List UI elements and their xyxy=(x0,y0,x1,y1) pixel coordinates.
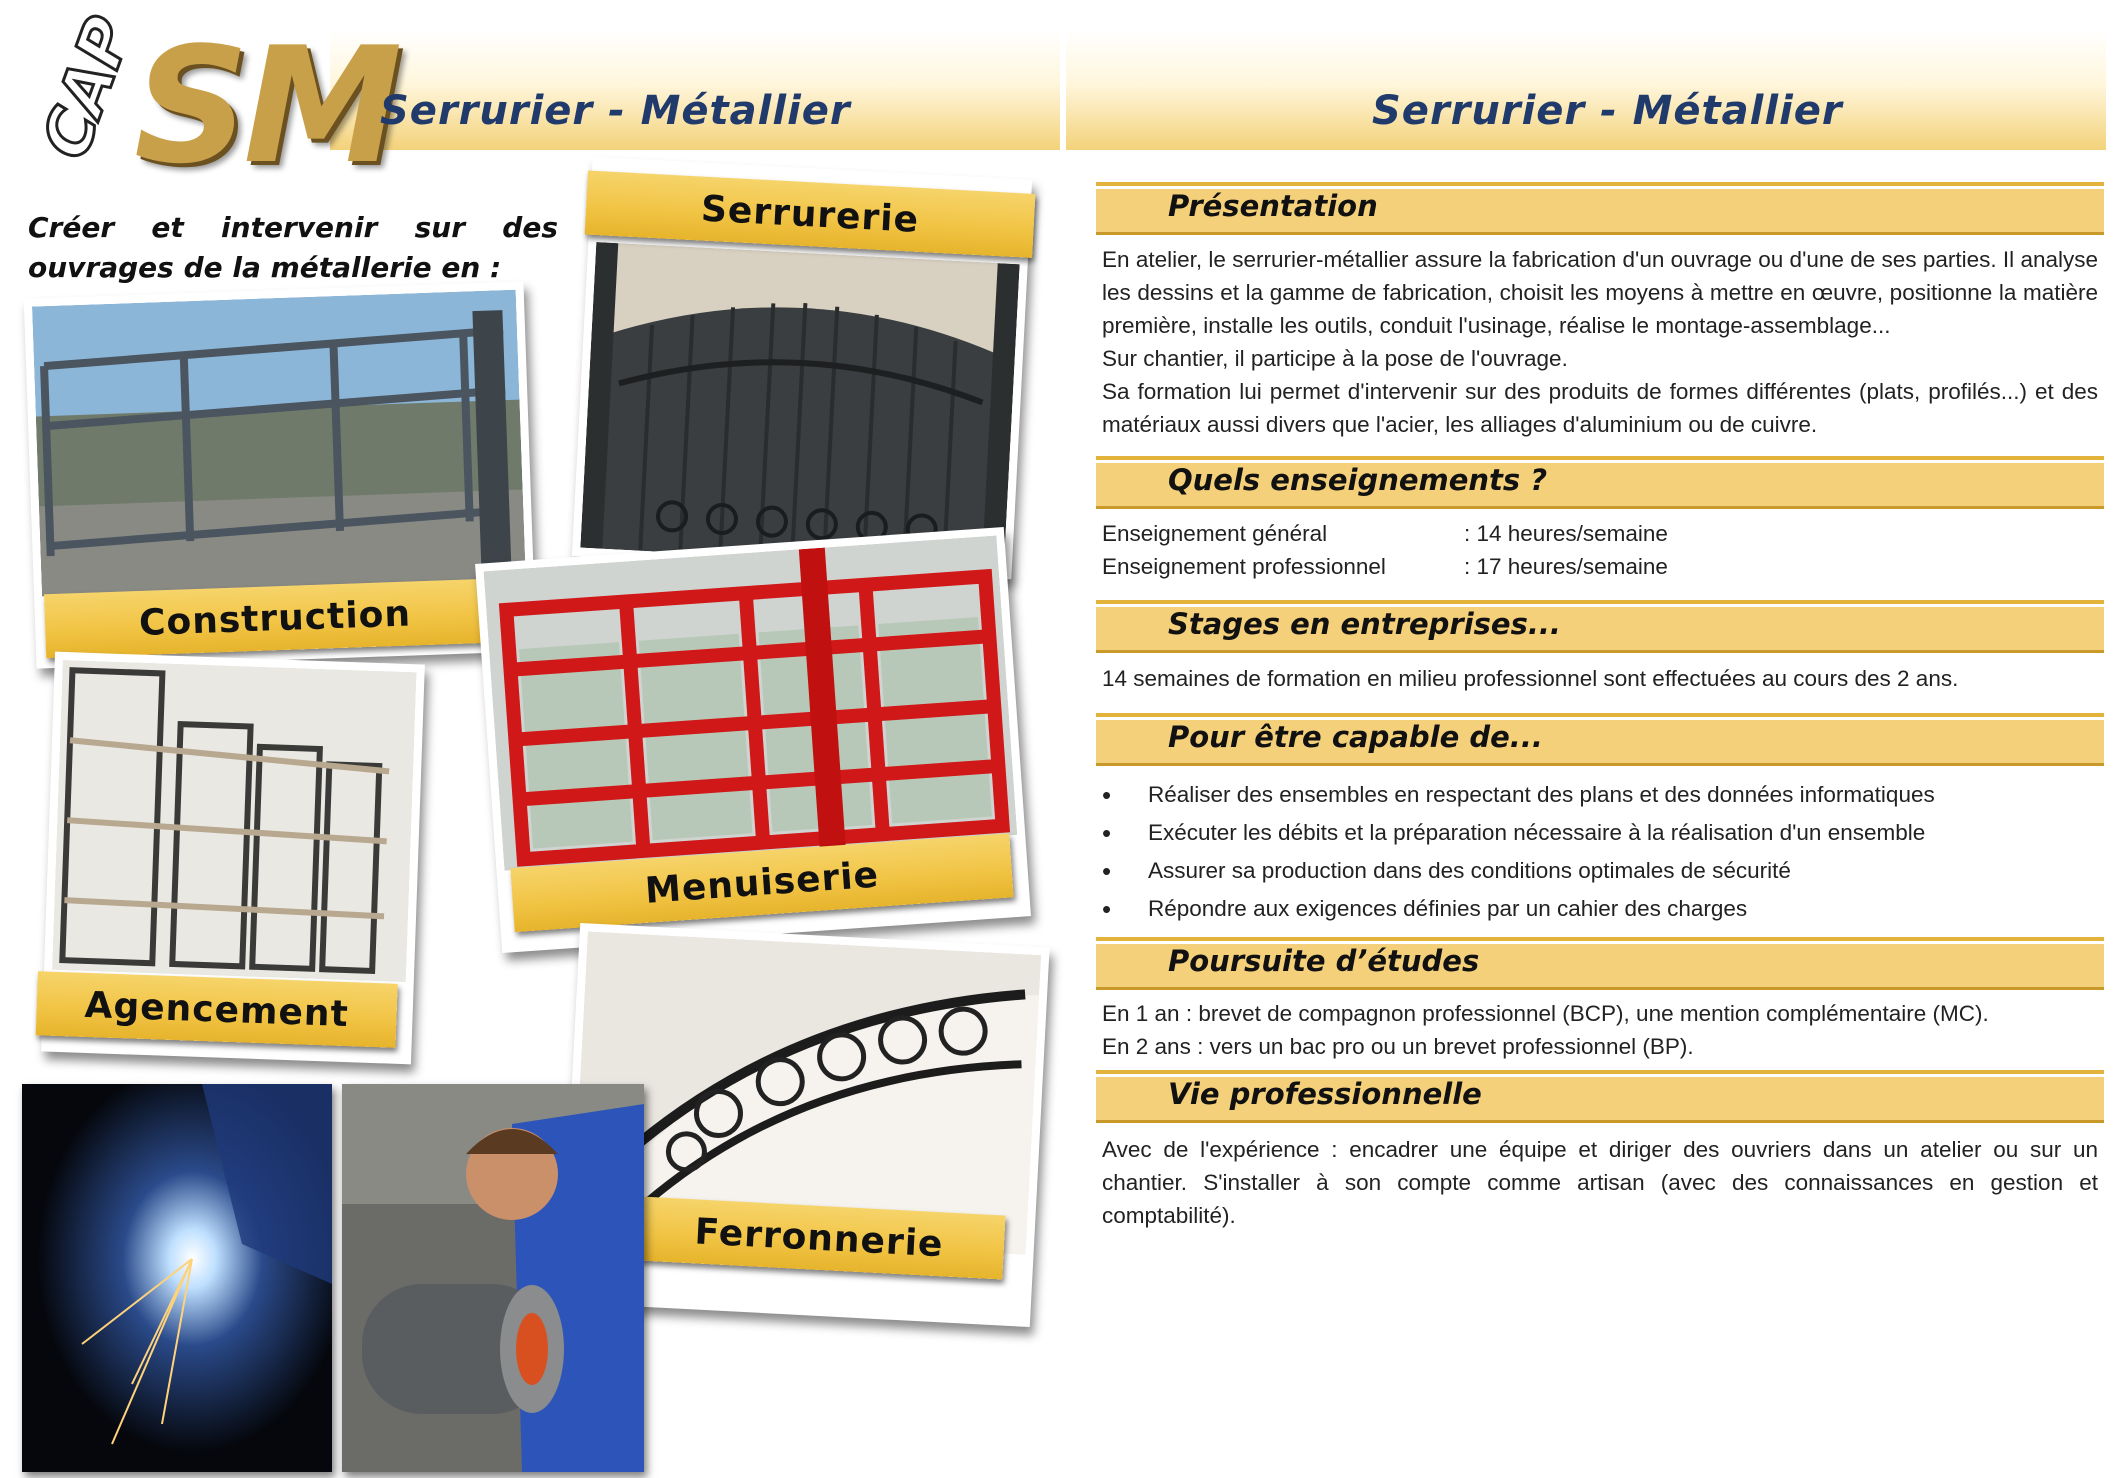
section-header-stages xyxy=(1096,600,2104,653)
presentation-paragraph: En atelier, le serrurier-métallier assure la fabrication d'un ouvrage ou d'une de ses parties. Il analyse les dessins et la gamme de fabrication, choisit les moyens à mettre en œuvre, positionne la matière première, installe les outils, conduit l'usinage, réalise le montage-assemblage... xyxy=(1102,247,2098,338)
section-header-poursuite xyxy=(1096,937,2104,990)
logo-cap-text: CAP xyxy=(28,7,148,169)
agencement-photo xyxy=(52,660,417,982)
enseignement-label: Enseignement général xyxy=(1102,521,1328,546)
label-serrurerie: Serrurerie xyxy=(585,171,1036,258)
cap-sm-logo xyxy=(24,7,397,199)
section-title: Quels enseignements ? xyxy=(1168,463,1548,497)
photo-card-construction xyxy=(24,281,537,668)
machining-photo xyxy=(342,1084,644,1472)
presentation-body xyxy=(1102,243,2098,441)
section-title: Vie professionnelle xyxy=(1168,1077,1482,1111)
section-title: Pour être capable de... xyxy=(1168,720,1543,754)
poursuite-line: En 2 ans : vers un bac pro ou un brevet professionnel (BP). xyxy=(1102,1034,1694,1059)
capable-body xyxy=(1102,776,2098,928)
enseignements-body xyxy=(1102,517,2098,583)
photo-card-menuiserie xyxy=(475,527,1031,953)
enseignement-row xyxy=(1102,517,2098,550)
section-header-presentation xyxy=(1096,182,2104,235)
menuiserie-photo xyxy=(484,536,1018,871)
stages-body xyxy=(1102,662,2098,695)
enseignement-row xyxy=(1102,550,2098,583)
list-item: • Exécuter les débits et la préparation nécessaire à la réalisation d'un ensemble xyxy=(1102,814,2098,852)
label-ferronnerie: Ferronnerie xyxy=(633,1196,1006,1279)
photo-card-serrurerie xyxy=(572,157,1032,579)
presentation-paragraph: Sur chantier, il participe à la pose de l'ouvrage. xyxy=(1102,346,1568,371)
stages-text: 14 semaines de formation en milieu professionnel sont effectuées au cours des 2 ans. xyxy=(1102,666,1959,691)
logo-sm-text: SM xyxy=(134,12,397,199)
list-item: • Répondre aux exigences définies par un cahier des charges xyxy=(1102,890,2098,928)
label-construction: Construction xyxy=(44,578,506,658)
serrurerie-photo xyxy=(580,242,1019,570)
section-header-vie xyxy=(1096,1070,2104,1123)
page-title-right: Serrurier - Métallier xyxy=(1372,88,1843,134)
presentation-paragraph: Sa formation lui permet d'intervenir sur des produits de formes différentes (plats, profilés...) et des matériaux aussi divers que l'acier, les alliages d'aluminium ou de cuivre. xyxy=(1102,379,2098,437)
photo-card-agencement xyxy=(41,652,425,1065)
section-title: Stages en entreprises... xyxy=(1168,607,1561,641)
construction-photo xyxy=(32,290,526,597)
page-title-left: Serrurier - Métallier xyxy=(380,88,851,134)
vie-body xyxy=(1102,1133,2098,1232)
section-title: Présentation xyxy=(1168,189,1378,223)
enseignement-value: : 14 heures/semaine xyxy=(1464,521,1668,546)
enseignement-label: Enseignement professionnel xyxy=(1102,554,1386,579)
poursuite-line: En 1 an : brevet de compagnon professionnel (BCP), une mention complémentaire (MC). xyxy=(1102,1001,1989,1026)
welding-photo xyxy=(22,1084,332,1472)
vie-text: Avec de l'expérience : encadrer une équipe et diriger des ouvriers dans un atelier ou sur un chantier. S'installer à son compte comme artisan (avec des connaissances en gestion et comptabilité). xyxy=(1102,1137,2098,1228)
capable-list xyxy=(1102,776,2098,928)
list-item: • Assurer sa production dans des conditions optimales de sécurité xyxy=(1102,852,2098,890)
intro-text: Créer et intervenir sur des ouvrages de la métallerie en : xyxy=(28,211,558,284)
poursuite-body xyxy=(1102,997,2098,1063)
section-header-enseignements xyxy=(1096,456,2104,509)
label-agencement: Agencement xyxy=(36,971,398,1048)
list-item: • Réaliser des ensembles en respectant des plans et des données informatiques xyxy=(1102,776,2098,814)
enseignement-value: : 17 heures/semaine xyxy=(1464,554,1668,579)
label-menuiserie: Menuiserie xyxy=(510,833,1013,932)
section-title: Poursuite d’études xyxy=(1168,944,1480,978)
section-header-capable xyxy=(1096,713,2104,766)
